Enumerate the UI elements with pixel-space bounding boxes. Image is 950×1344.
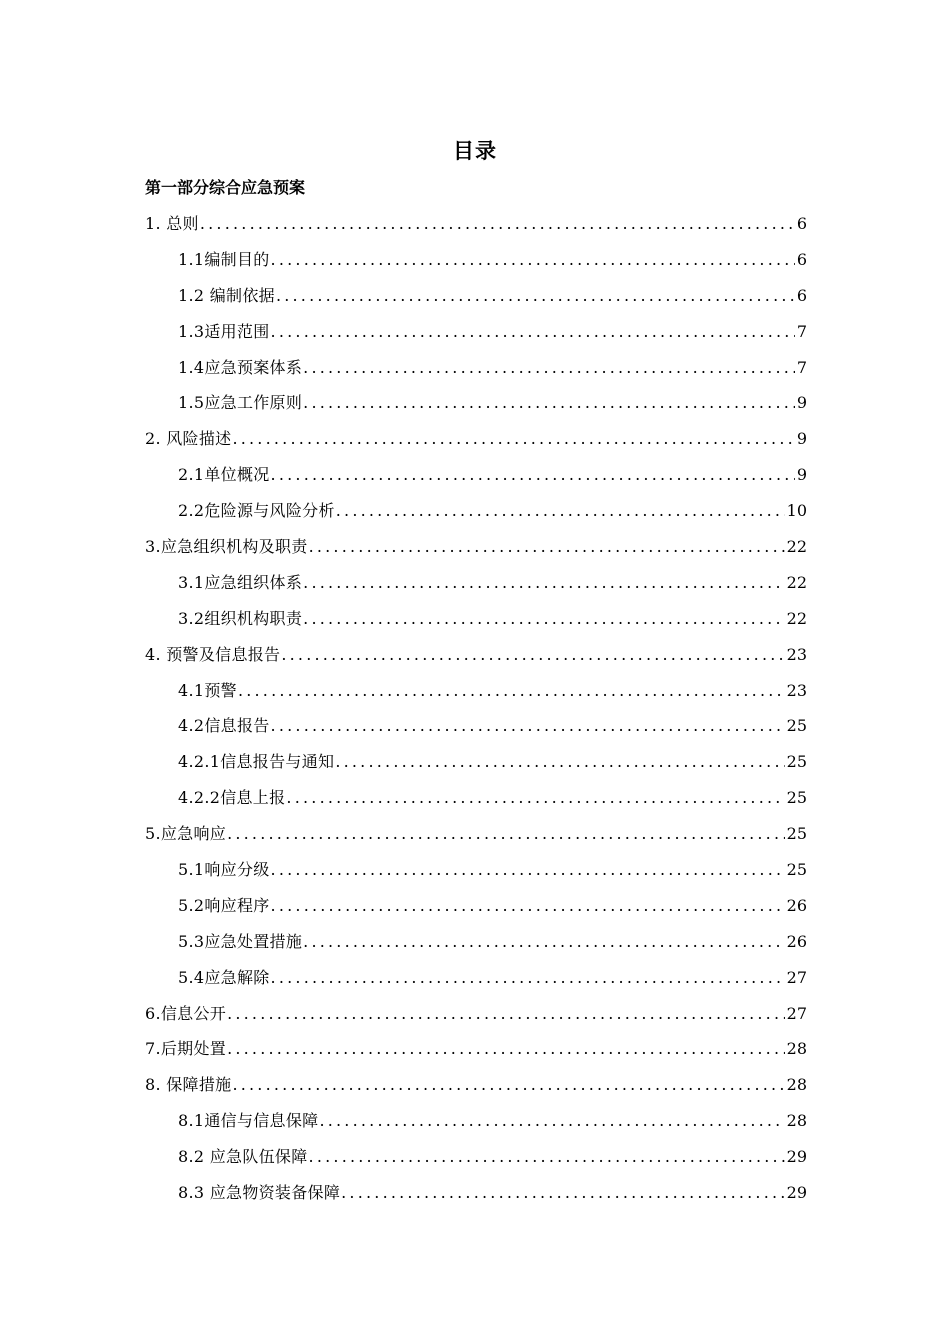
- toc-dot-leader: [271, 960, 785, 996]
- toc-page-number: 6: [796, 285, 807, 305]
- toc-entry[interactable]: [145, 206, 807, 242]
- toc-page-number: 25: [786, 752, 807, 772]
- toc-dot-leader: [276, 278, 795, 314]
- toc-dot-leader: [303, 350, 795, 386]
- toc-page-number: 25: [786, 824, 807, 844]
- toc-entry[interactable]: [145, 314, 807, 350]
- toc-entry-label: 4.2.1信息报告与通知: [178, 752, 335, 772]
- toc-dot-leader: [303, 385, 795, 421]
- toc-page-number: 29: [786, 1183, 807, 1203]
- toc-page-number: 27: [786, 967, 807, 987]
- toc-entry[interactable]: [145, 744, 807, 780]
- toc-entry-label: 5.3应急处置措施: [178, 931, 303, 951]
- toc-entry-label: 5.2响应程序: [178, 895, 270, 915]
- toc-entry[interactable]: [145, 637, 807, 673]
- toc-page-number: 23: [786, 680, 807, 700]
- toc-page-number: 28: [786, 1075, 807, 1095]
- table-of-contents: [145, 206, 807, 1211]
- toc-entry-label: 4.2.2信息上报: [178, 788, 286, 808]
- toc-entry[interactable]: [145, 242, 807, 278]
- toc-entry[interactable]: [145, 529, 807, 565]
- toc-entry-label: 2. 风险描述: [145, 429, 232, 449]
- toc-dot-leader: [227, 996, 785, 1032]
- toc-page-number: 10: [786, 501, 807, 521]
- toc-entry-label: 8.2 应急队伍保障: [178, 1147, 308, 1167]
- toc-dot-leader: [341, 1175, 785, 1211]
- toc-entry-label: 8.1通信与信息保障: [178, 1111, 319, 1131]
- toc-entry[interactable]: [145, 1139, 807, 1175]
- toc-entry[interactable]: [145, 350, 807, 386]
- toc-page-number: 22: [786, 537, 807, 557]
- toc-entry[interactable]: [145, 1067, 807, 1103]
- toc-page-number: 29: [786, 1147, 807, 1167]
- toc-entry-label: 3.应急组织机构及职责: [145, 537, 308, 557]
- toc-entry[interactable]: [145, 924, 807, 960]
- toc-entry-label: 3.2组织机构职责: [178, 608, 303, 628]
- toc-entry[interactable]: [145, 457, 807, 493]
- toc-dot-leader: [271, 888, 785, 924]
- toc-page-number: 27: [786, 1003, 807, 1023]
- toc-page-number: 23: [786, 644, 807, 664]
- toc-page-number: 9: [796, 465, 807, 485]
- toc-entry-label: 1.3适用范围: [178, 321, 270, 341]
- toc-entry[interactable]: [145, 278, 807, 314]
- toc-dot-leader: [286, 780, 784, 816]
- toc-entry-label: 8.3 应急物资装备保障: [178, 1183, 341, 1203]
- toc-entry[interactable]: [145, 960, 807, 996]
- toc-entry[interactable]: [145, 816, 807, 852]
- toc-page-number: 25: [786, 860, 807, 880]
- toc-entry-label: 3.1应急组织体系: [178, 572, 303, 592]
- toc-dot-leader: [271, 457, 795, 493]
- toc-dot-leader: [303, 601, 784, 637]
- toc-entry[interactable]: [145, 1031, 807, 1067]
- toc-page-number: 28: [786, 1039, 807, 1059]
- toc-dot-leader: [271, 708, 785, 744]
- toc-entry[interactable]: [145, 385, 807, 421]
- toc-dot-leader: [232, 1067, 784, 1103]
- toc-dot-leader: [271, 314, 795, 350]
- toc-dot-leader: [319, 1103, 784, 1139]
- toc-dot-leader: [309, 529, 785, 565]
- toc-entry-label: 1.4应急预案体系: [178, 357, 303, 377]
- toc-page-number: 25: [786, 788, 807, 808]
- toc-entry[interactable]: [145, 601, 807, 637]
- part-heading: 第一部分综合应急预案: [145, 178, 306, 197]
- toc-entry-label: 5.应急响应: [145, 824, 227, 844]
- toc-entry[interactable]: [145, 1103, 807, 1139]
- toc-entry-label: 6.信息公开: [145, 1003, 227, 1023]
- toc-dot-leader: [232, 421, 794, 457]
- toc-page-number: 7: [796, 321, 807, 341]
- toc-dot-leader: [271, 242, 795, 278]
- toc-entry-label: 4.2信息报告: [178, 716, 270, 736]
- toc-dot-leader: [336, 493, 785, 529]
- toc-entry[interactable]: [145, 673, 807, 709]
- toc-dot-leader: [335, 744, 784, 780]
- toc-page-number: 9: [796, 393, 807, 413]
- toc-entry-label: 1.1编制目的: [178, 249, 270, 269]
- toc-dot-leader: [227, 1031, 785, 1067]
- toc-entry[interactable]: [145, 852, 807, 888]
- toc-page-number: 22: [786, 572, 807, 592]
- toc-dot-leader: [281, 637, 784, 673]
- toc-entry[interactable]: [145, 888, 807, 924]
- toc-page-number: 7: [796, 357, 807, 377]
- toc-entry[interactable]: [145, 493, 807, 529]
- toc-page-number: 25: [786, 716, 807, 736]
- toc-dot-leader: [238, 673, 785, 709]
- toc-entry-label: 1.5应急工作原则: [178, 393, 303, 413]
- toc-entry[interactable]: [145, 421, 807, 457]
- toc-entry[interactable]: [145, 708, 807, 744]
- toc-dot-leader: [303, 924, 784, 960]
- toc-entry-label: 5.1响应分级: [178, 860, 270, 880]
- toc-entry-label: 8. 保障措施: [145, 1075, 232, 1095]
- toc-entry[interactable]: [145, 1175, 807, 1211]
- toc-entry-label: 2.2危险源与风险分析: [178, 501, 335, 521]
- toc-entry-label: 1. 总则: [145, 214, 199, 233]
- toc-page-number: 9: [796, 429, 807, 449]
- toc-entry-label: 5.4应急解除: [178, 967, 270, 987]
- toc-entry[interactable]: [145, 780, 807, 816]
- toc-dot-leader: [271, 852, 785, 888]
- toc-page-number: 22: [786, 608, 807, 628]
- toc-page-number: 26: [786, 895, 807, 915]
- toc-entry[interactable]: [145, 996, 807, 1032]
- toc-dot-leader: [309, 1139, 785, 1175]
- toc-dot-leader: [227, 816, 785, 852]
- toc-title: 目录: [453, 139, 497, 163]
- toc-page-number: 26: [786, 931, 807, 951]
- toc-entry-label: 4.1预警: [178, 680, 237, 700]
- toc-entry[interactable]: [145, 565, 807, 601]
- toc-page-number: 6: [796, 214, 807, 233]
- toc-entry-label: 1.2 编制依据: [178, 285, 275, 305]
- toc-entry-label: 2.1单位概况: [178, 465, 270, 485]
- toc-page-number: 6: [796, 249, 807, 269]
- toc-dot-leader: [200, 206, 795, 242]
- toc-dot-leader: [303, 565, 784, 601]
- toc-entry-label: 4. 预警及信息报告: [145, 644, 281, 664]
- toc-page-number: 28: [786, 1111, 807, 1131]
- toc-entry-label: 7.后期处置: [145, 1039, 227, 1059]
